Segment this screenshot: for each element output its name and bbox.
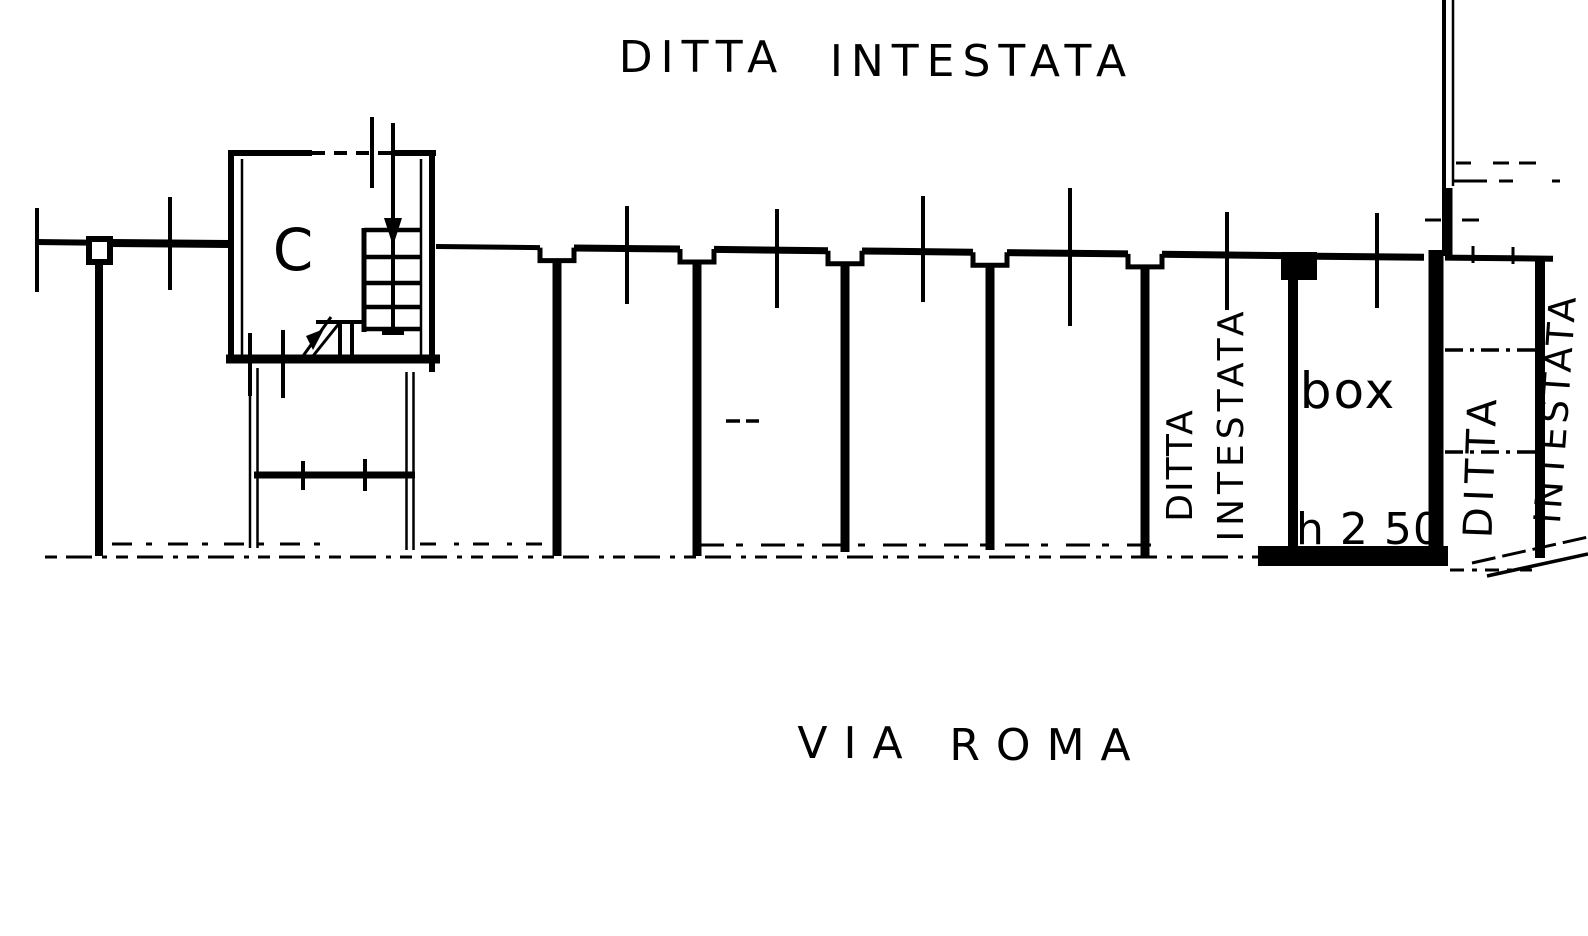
neighbor-label-ditta-left: DITTA <box>1160 408 1201 522</box>
pillar-block <box>89 239 110 262</box>
main-wall <box>35 239 1553 280</box>
porch-structure <box>250 368 415 550</box>
owner-heading-word2: INTESTATA <box>829 36 1135 87</box>
stair-room-walls <box>226 150 440 398</box>
partition-walls <box>557 261 1145 556</box>
boundary-top-right <box>1425 0 1560 256</box>
column-tick-marks <box>37 117 1377 326</box>
box-room-label: box <box>1299 362 1397 420</box>
plan-labels <box>273 32 1585 771</box>
box-corner-block <box>1281 252 1317 280</box>
street-label-word1: VIA <box>797 718 919 769</box>
neighbor-label-intestata-right: INTESTATA <box>1526 291 1586 525</box>
neighbor-label-ditta-right: DITTA <box>1455 392 1507 539</box>
staircase <box>303 123 421 358</box>
neighbor-label-intestata-left: INTESTATA <box>1211 306 1252 542</box>
stair-room-label: C <box>272 216 314 284</box>
box-height-note: h 2 50 <box>1296 504 1442 555</box>
street-label-word2: ROMA <box>949 720 1147 771</box>
owner-heading-word1: DITTA <box>618 32 786 83</box>
